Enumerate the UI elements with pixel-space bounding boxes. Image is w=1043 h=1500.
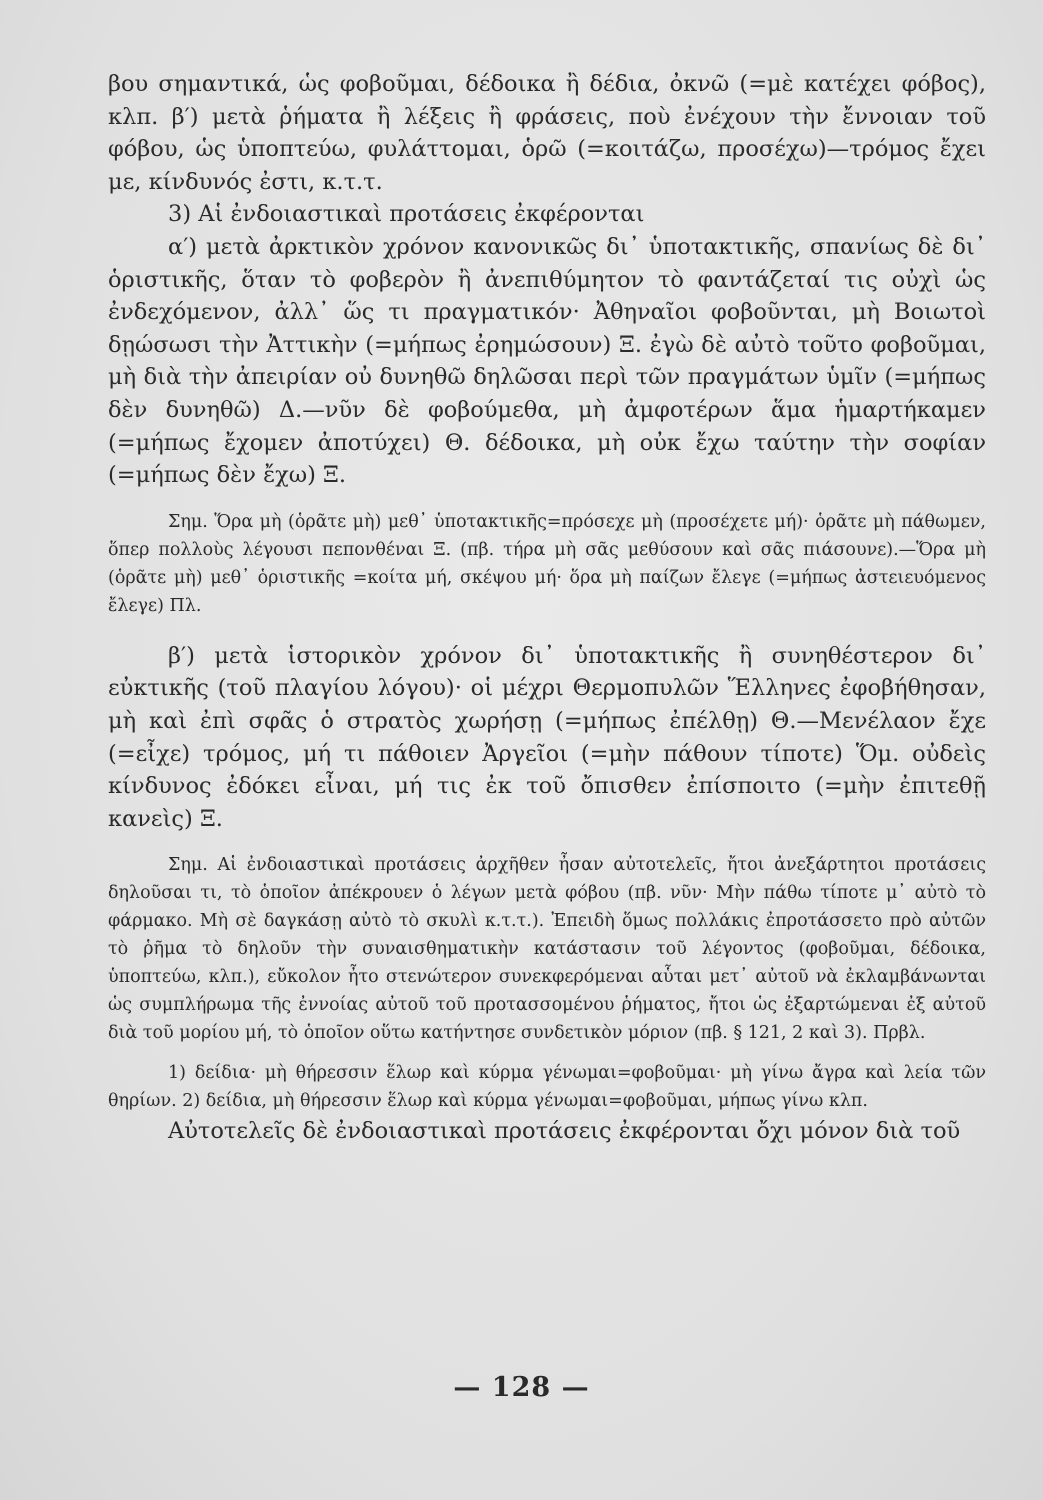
paragraph-continuation: βου σημαντικά, ὡς φοβοῦμαι, δέδοικα ἢ δέδια, ὀκνῶ (=μὲ κατέχει φόβος), κλπ. β′) μετὰ ῥήματα ἢ λέξεις ἢ φράσεις, ποὺ ἐνέχουν τὴν ἔννοιαν τοῦ φόβου, ὡς ὑποπτεύω, φυλάττομαι, ὁρῶ (=κοιτάζω, προσέχω)—τρόμος ἔχει με, κίνδυνός ἐστι, κ.τ.τ. [108, 71, 986, 195]
page-text [108, 68, 986, 1148]
paragraph-rule-3b: β′) μετὰ ἱστορικὸν χρόνον δι᾿ ὑποτακτικῆς ἢ συνηθέστερον δι᾿ εὐκτικῆς (τοῦ πλαγίου λόγου)· οἱ μέχρι Θερμοπυλῶν Ἕλληνες ἐφοβήθησαν, μὴ καὶ ἐπὶ σφᾶς ὁ στρατὸς χωρήσῃ (=μήπως ἐπέλθῃ) Θ.—Μενέλαον ἔχε (=εἶχε) τρόμος, μή τι πάθοιεν Ἀργεῖοι (=μὴν πάθουν τίποτε) Ὅμ. οὐδεὶς κίνδυνος ἐδόκει εἶναι, μή τις ἐκ τοῦ ὄπισθεν ἐπίσποιτο (=μὴν ἐπιτεθῇ κανεὶς) Ξ. [108, 642, 986, 832]
page-number: — 128 — [453, 1372, 590, 1403]
note-history: Σημ. Αἱ ἐνδοιαστικαὶ προτάσεις ἀρχῆθεν ἦσαν αὐτοτελεῖς, ἤτοι ἀνεξάρτητοι προτάσεις δηλοῦσαι τι, τὸ ὁποῖον ἀπέκρουεν ὁ λέγων μετὰ φόβου (πβ. νῦν· Μὴν πάθω τίποτε μ᾿ αὐτὸ τὸ φάρμακο. Μὴ σὲ δαγκάσῃ αὐτὸ τὸ σκυλὶ κ.τ.τ.). Ἐπειδὴ ὅμως πολλάκις ἐπροτάσσετο πρὸ αὐτῶν τὸ ῥῆμα τὸ δηλοῦν τὴν συναισθηματικὴν κατάστασιν τοῦ λέγοντος (φοβοῦμαι, δέδοικα, ὑποπτεύω, κλπ.), εὔκολον ἦτο στενώτερον συνεκφερόμεναι αὗται μετ᾿ αὐτοῦ νὰ ἐκλαμβάνωνται ὡς συμπλήρωμα τῆς ἐννοίας αὐτοῦ τοῦ προτασσομένου ῥήματος, ἤτοι ὡς ἐξαρτώμεναι ἐξ αὐτοῦ διὰ τοῦ μορίου μή, τὸ ὁποῖον οὕτω κατήντησε συνδετικὸν μόριον (πβ. § 121, 2 καὶ 3). Πρβλ. [108, 855, 986, 1044]
note-examples: 1) δείδια· μὴ θήρεσσιν ἕλωρ καὶ κύρμα γένωμαι=φοβοῦμαι· μὴ γίνω ἄγρα καὶ λεία τῶν θηρίων. 2) δείδια, μὴ θήρεσσιν ἕλωρ καὶ κύρμα γένωμαι=φοβοῦμαι, μήπως γίνω κλπ. [108, 1063, 986, 1112]
paragraph-rule-3-heading: 3) Αἱ ἐνδοιαστικαὶ προτάσεις ἐκφέρονται [168, 201, 645, 228]
paragraph-rule-3a: α′) μετὰ ἀρκτικὸν χρόνον κανονικῶς δι᾿ ὑποτακτικῆς, σπανίως δὲ δι᾿ ὁριστικῆς, ὅταν τὸ φοβερὸν ἢ ἀνεπιθύμητον τὸ φαντάζεταί τις οὐχὶ ὡς ἐνδεχόμενον, ἀλλ᾿ ὥς τι πραγματικόν· Ἀθηναῖοι φοβοῦνται, μὴ Βοιωτοὶ δῃώσωσι τὴν Ἀττικὴν (=μήπως ἐρημώσουν) Ξ. ἐγὼ δὲ αὐτὸ τοῦτο φοβοῦμαι, μὴ διὰ τὴν ἀπειρίαν οὐ δυνηθῶ δηλῶσαι περὶ τῶν πραγμάτων ὑμῖν (=μήπως δὲν δυνηθῶ) Δ.—νῦν δὲ φοβούμεθα, μὴ ἀμφοτέρων ἅμα ἡμαρτήκαμεν (=μήπως ἔχομεν ἀποτύχει) Θ. δέδοικα, μὴ οὐκ ἔχω ταύτην τὴν σοφίαν (=μήπως δὲν ἔχω) Ξ. [108, 233, 986, 489]
paragraph-final: Αὐτοτελεῖς δὲ ἐνδοιαστικαὶ προτάσεις ἐκφέρονται ὄχι μόνον διὰ τοῦ [168, 1118, 961, 1145]
note-hora-me: Σημ. Ὅρα μὴ (ὁρᾶτε μὴ) μεθ᾿ ὑποτακτικῆς=πρόσεχε μὴ (προσέχετε μή)· ὁρᾶτε μὴ πάθωμεν, ὅπερ πολλοὺς λέγουσι πεπονθέναι Ξ. (πβ. τήρα μὴ σᾶς μεθύσουν καὶ σᾶς πιάσουνε).—Ὅρα μὴ (ὁρᾶτε μὴ) μεθ᾿ ὁριστικῆς =κοίτα μή, σκέψου μή· ὅρα μὴ παίζων ἔλεγε (=μήπως ἀστειευόμενος ἔλεγε) Πλ. [108, 511, 986, 616]
